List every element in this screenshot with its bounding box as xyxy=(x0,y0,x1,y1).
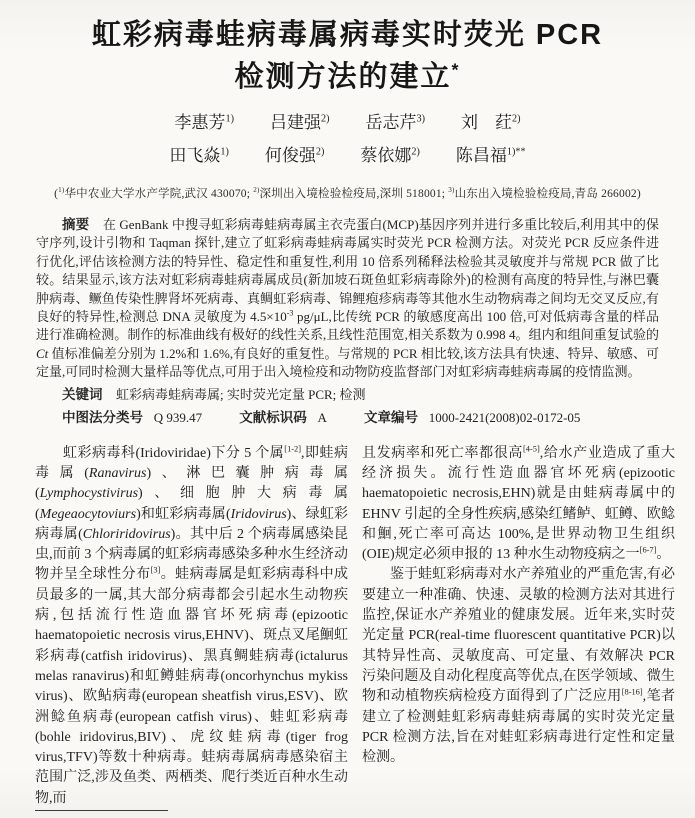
document-code-label: 文献标识码 xyxy=(239,409,307,425)
author-superscript: 2) xyxy=(315,146,325,158)
abstract-text: 在 GenBank 中搜寻虹彩病毒蛙病毒属主衣壳蛋白(MCP)基因序列并进行多重比较后,利用其中的保守序列,设计引物和 Taqman 探针,建立了虹彩病毒蛙病毒属实时荧光 PCR 检测方法。对荧光 PCR 反应条件进行优化,评估该检测方法的特异性、稳定性和重复性,利用 10 倍系列稀释法检验其灵敏度并与常规 PCR 做了比较。结果显示,该方法对虹彩病毒蛙病毒属成员(新加坡石斑鱼虹彩病毒除外)的检测有高度的特异性,与淋巴囊肿病毒、鳜鱼传染性脾肾坏死病毒、真鲷虹彩病毒、锦鲤疱疹病毒等其他水生动物病毒之间均无交叉反应,有良好的特异性,检测总 DNA 灵敏度为 $4.5\times 10^{-3}$ pg/μL,比传统 PCR 的敏感度高出 100 倍,可对低病毒含量的样品进行准确检测。制作的标准曲线有极好的线性关系,且线性范围宽,相关系数为 0.998 4。组内和组间重复试验的 Ct 值标准偏差分别为 1.2%和 1.6%,有良好的重复性。与常规的 PCR 相比较,该方法具有快速、特异、敏感、可定量,可同时检测大量样品等优点,可用于出入境检疫和动物防疫监督部门对虹彩病毒蛙病毒属的疫情监测。 xyxy=(36,217,660,380)
title-line-1: 虹彩病毒蛙病毒属病毒实时荧光 PCR xyxy=(91,19,604,51)
keywords-label: 关键词 xyxy=(62,386,103,402)
body-paragraph: 鉴于蛙虹彩病毒对水产养殖业的严重危害,有必要建立一种准确、快速、灵敏的检测方法对其进行监控,保证水产养殖业的健康发展。近年来,实时荧光定量 PCR(real-time fluorescent quantitative PCR)以其特异性高、灵敏度高、可定量、有效解决 PCR 污染问题及自动化程度高等优点,在医学领域、微生物和动植物疾病检疫方面得到了广泛应用[8-16],笔者建立了检测蛙虹彩病毒蛙病毒属的实时荧光定量 PCR 检测方法,旨在对蛙虹彩病毒进行定性和定量检测。 xyxy=(362,567,676,766)
author-name: 刘 荭$^{2)}$ xyxy=(461,113,521,132)
authors-block xyxy=(0,106,695,172)
keywords-row xyxy=(36,385,659,404)
footnote-divider xyxy=(35,810,168,811)
abstract-section xyxy=(36,216,659,382)
authors-row-2 xyxy=(0,139,695,172)
classification-value: Q 939.47 xyxy=(153,409,203,425)
author-name: 李惠芳$^{1)}$ xyxy=(174,113,234,132)
title-footnote-mark: * xyxy=(451,59,461,80)
author-superscript: 3) xyxy=(416,113,425,125)
classification-label: 中图法分类号 xyxy=(62,409,143,425)
author-name: 蔡依娜$^{2)}$ xyxy=(360,146,420,165)
page-title xyxy=(0,14,695,98)
abstract-label: 摘要 xyxy=(62,217,90,232)
author-name: 岳志芹$^{3)}$ xyxy=(365,113,425,132)
right-column xyxy=(362,444,675,809)
article-id-label: 文章编号 xyxy=(363,409,418,425)
body-paragraph: 虹彩病毒科(Iridoviridae)下分 5 个属[1-2],即蛙病毒属(Ranavirus)、淋巴囊肿病毒属(Lymphocystivirus)、细胞肿大病毒属(Megeaocytoviurs)和虹彩病毒属(Iridovirus)、绿虹彩病毒属(Chloriridovirus)。其中后 2 个病毒属感染昆虫,而前 3 个病毒属的虹彩病毒感染多种水生经济动物并呈全球性分布[3]。蛙病毒属是虹彩病毒科中成员最多的一属,其大部分病毒都会引起水生动物疾病,包括流行性造血器官坏死病毒(epizootic haematopoietic necrosis virus,EHNV)、斑点叉尾鮰虹彩病毒(catfish iridovirus)、黑真鲷蛙病毒(ictalurus melas ranavirus)和虹鳟蛙病毒(oncorhynchus mykiss virus)、欧鲇病毒(european sheatfish virus,ESV)、欧洲鲶鱼病毒(european catfish virus)、蛙虹彩病毒(bohle iridovirus,BIV)、虎纹蛙病毒(tiger frog virus,TFV)等数十种病毒。蛙病毒属病毒感染宿主范围广泛,涉及鱼类、两栖类、爬行类近百种水生动物,而 xyxy=(35,444,349,806)
author-name: 田飞焱$^{1)}$ xyxy=(169,146,229,165)
author-name: 吕建强$^{2)}$ xyxy=(270,113,330,132)
author-superscript: 2) xyxy=(321,113,330,125)
author-superscript: 1)** xyxy=(506,146,526,158)
classification-row xyxy=(36,408,659,427)
affiliation-note: ($^{1)}$华中农业大学水产学院,武汉 430070; $^{2)}$深圳出入境检验检疫局,深圳 518001; $^{3)}$山东出入境检验检疫局,青岛 266002) xyxy=(54,186,641,200)
author-superscript: 2) xyxy=(512,113,521,125)
body-columns xyxy=(35,444,675,809)
body-paragraph: 且发病率和死亡率都很高[4-5],给水产业造成了重大经济损失。流行性造血器官坏死病(epizootic haematopoietic necrosis,EHN)就是由蛙病毒属中的 EHNV 引起的全身性疾病,感染红鳍鲈、虹鳟、欧鲶和鮰,死亡率可高达 100%,是世界动物卫生组织(OIE)规定必须申报的 13 种水生动物疫病之一[6-7]。 xyxy=(362,444,676,563)
author-name: 何俊强$^{2)}$ xyxy=(264,146,325,165)
left-column xyxy=(35,444,348,809)
author-superscript: 1) xyxy=(225,113,234,125)
article-id-value: 1000-2421(2008)02-0172-05 xyxy=(428,409,581,425)
keywords-value: 虹彩病毒蛙病毒属; 实时荧光定量 PCR; 检测 xyxy=(116,386,366,402)
document-code-value: A xyxy=(317,409,327,425)
author-name: 陈昌福$^{1)**}$ xyxy=(455,146,526,165)
authors-row-1 xyxy=(0,106,695,139)
author-superscript: 1) xyxy=(220,146,229,158)
title-line-2: 检测方法的建立 xyxy=(234,61,452,93)
author-superscript: 2) xyxy=(411,146,420,158)
